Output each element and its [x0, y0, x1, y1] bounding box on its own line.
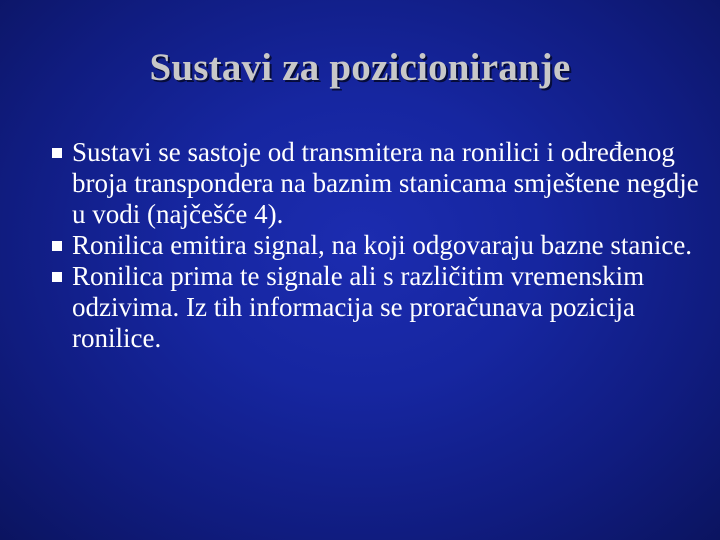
- bullet-list: [52, 137, 712, 354]
- bullet-text: Ronilica emitira signal, na koji odgovaraju bazne stanice.: [72, 230, 693, 260]
- bullet-item-transmitters: [52, 137, 712, 230]
- bullet-item-response: [52, 261, 712, 354]
- bullet-text: Ronilica prima te signale ali s različitim vremenskim odzivima. Iz tih informacija se proračunava pozicija ronilice.: [72, 261, 645, 353]
- bullet-item-signal: [52, 230, 712, 261]
- square-bullet-icon: [52, 241, 62, 251]
- square-bullet-icon: [52, 272, 62, 282]
- slide-title: Sustavi za pozicioniranje: [149, 46, 571, 89]
- square-bullet-icon: [52, 148, 62, 158]
- bullet-text: Sustavi se sastoje od transmitera na ronilici i određenog broja transpondera na baznim stanicama smještene negdje u vodi (najčešće 4).: [72, 137, 699, 229]
